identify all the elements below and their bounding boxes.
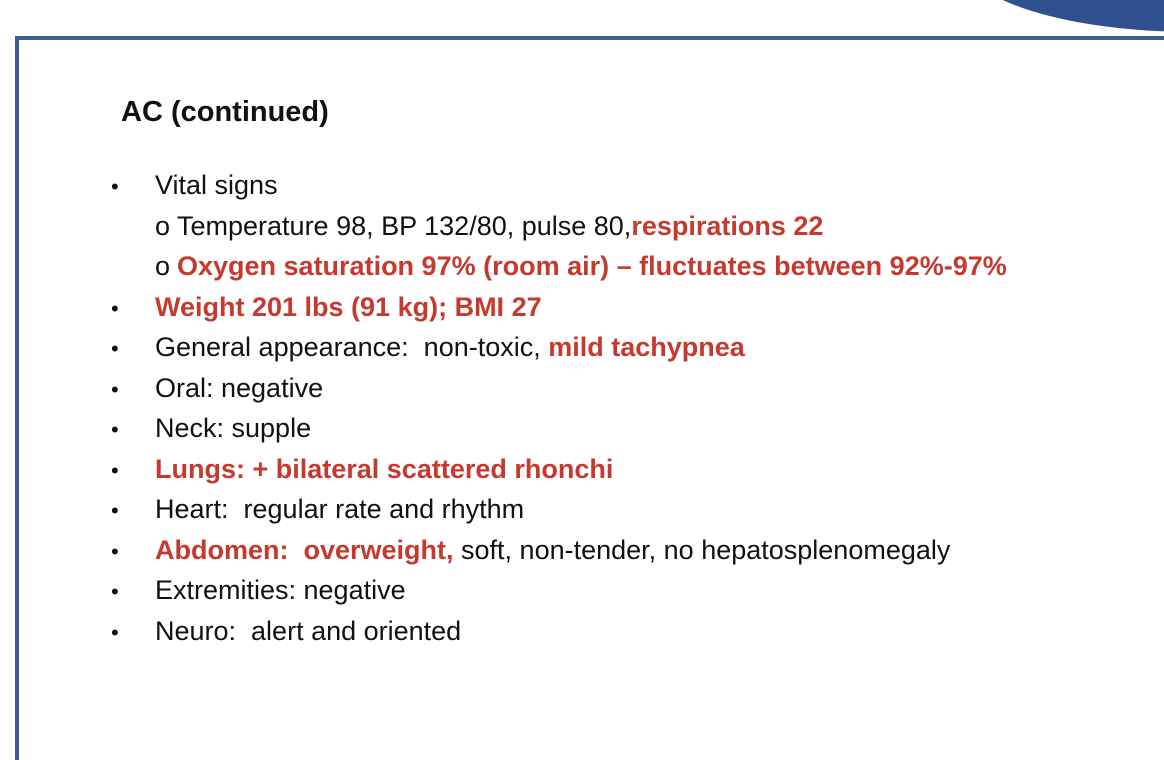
highlighted-text: Abdomen: overweight, [155,534,454,565]
slide-title: AC (continued) [121,96,329,128]
list-item-text: Heart: regular rate and rhythm [155,494,525,524]
list-item [111,454,1007,495]
bullet-list [111,170,1007,656]
list-item [111,616,1007,657]
highlighted-text: Oxygen saturation 97% (room air) – fluctuates between 92%-97% [177,251,1007,281]
bullet-marker: • [111,376,119,402]
list-item-text: General appearance: non-toxic, [155,332,549,362]
list-item [111,211,1007,252]
list-item [111,170,1007,211]
list-item-text: Neuro: alert and oriented [155,615,462,646]
bullet-marker: • [111,538,119,564]
bullet-marker: • [111,498,119,523]
list-item [111,575,1007,616]
list-item-text: Vital signs [155,170,278,200]
highlighted-text: mild tachypnea [548,332,745,362]
highlighted-text: respirations 22 [631,210,824,241]
list-item [111,494,1007,535]
list-item [111,373,1007,414]
bullet-marker: • [111,174,119,199]
list-item [111,535,1007,576]
bullet-marker: • [111,579,119,604]
list-item-text: Oral: negative [155,372,324,403]
list-item-text: soft, non-tender, no hepatosplenomegaly [453,534,951,565]
list-item-text: Temperature 98, BP 132/80, pulse 80, [177,210,632,241]
list-item-text: Extremities: negative [155,575,406,605]
slide-frame [15,36,1164,760]
list-item [111,292,1007,333]
bullet-marker: • [111,417,119,442]
sub-bullet-marker: o [155,210,171,241]
bullet-marker: • [111,457,119,483]
list-item [111,332,1007,373]
highlighted-text: Weight 201 lbs (91 kg); BMI 27 [155,291,542,322]
bullet-marker: • [111,619,119,645]
corner-decoration [964,0,1164,32]
highlighted-text: Lungs: + bilateral scattered rhonchi [155,453,614,484]
bullet-marker: • [111,336,119,361]
list-item-text: Neck: supple [155,413,312,443]
bullet-marker: • [111,295,119,321]
list-item [111,413,1007,454]
list-item [111,251,1007,292]
sub-bullet-marker: o [155,251,171,281]
